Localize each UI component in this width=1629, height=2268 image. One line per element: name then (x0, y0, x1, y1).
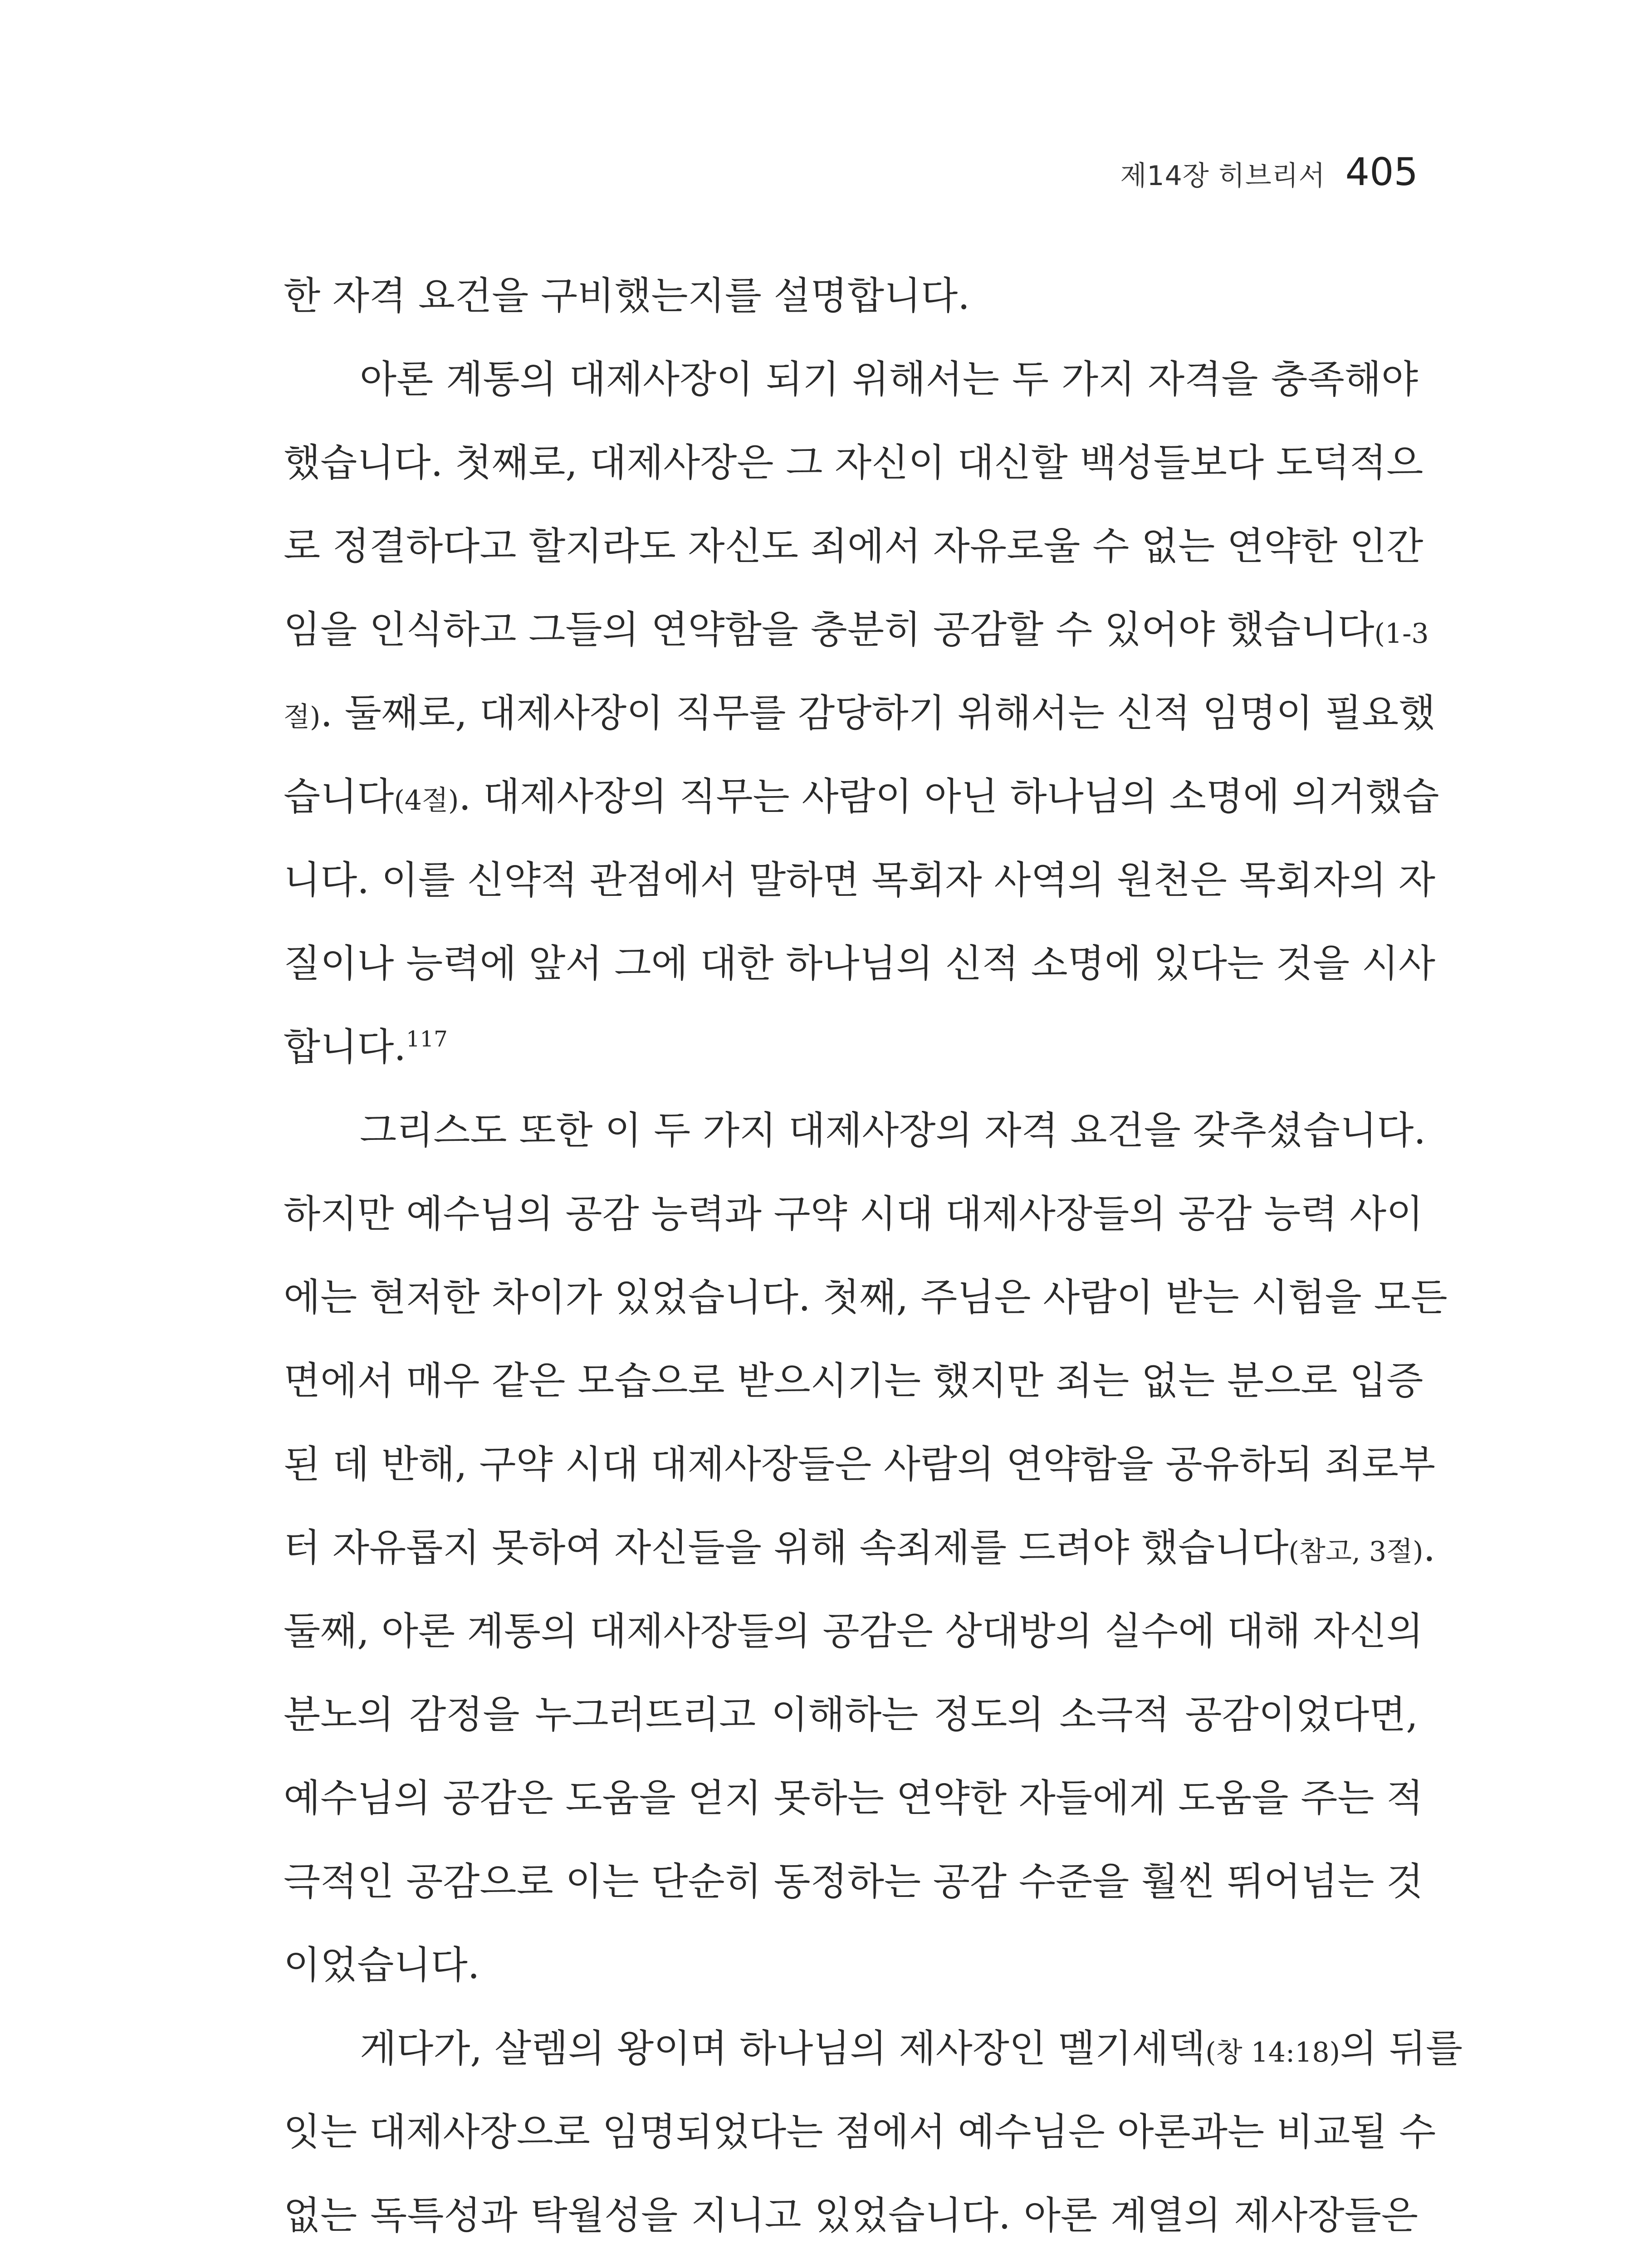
text-line: 한 자격 요건을 구비했는지를 설명합니다. (284, 274, 970, 318)
text-line: 터 자유롭지 못하여 자신들을 위해 속죄제를 드려야 했습니다(참고, 3절). (284, 1525, 1436, 1570)
running-head (1120, 150, 1418, 194)
text-line: 없는 독특성과 탁월성을 지니고 있었습니다. 아론 계열의 제사장들은 (284, 2193, 1418, 2238)
text-line: 절). 둘째로, 대제사장이 직무를 감당하기 위해서는 신적 임명이 필요했 (284, 691, 1436, 735)
text-line: 임을 인식하고 그들의 연약함을 충분히 공감할 수 있어야 했습니다(1-3 (284, 607, 1429, 652)
footnote-reference: 117 (406, 1026, 448, 1052)
chapter-title: 제14장 히브리서 (1120, 160, 1326, 192)
text-line: 잇는 대제사장으로 임명되었다는 점에서 예수님은 아론과는 비교될 수 (284, 2110, 1436, 2154)
text-line: 이었습니다. (284, 1943, 480, 1987)
verse-citation: (창 14:18) (1205, 2037, 1340, 2068)
text-line: 니다. 이를 신약적 관점에서 말하면 목회자 사역의 원천은 목회자의 자 (284, 858, 1436, 902)
page-number: 405 (1345, 150, 1418, 194)
text-line: 로 정결하다고 할지라도 자신도 죄에서 자유로울 수 없는 연약한 인간 (284, 524, 1424, 568)
text-line: 습니다(4절). 대제사장의 직무는 사람이 아닌 하나님의 소명에 의거했습 (284, 774, 1439, 819)
text-line: 된 데 반해, 구약 시대 대제사장들은 사람의 연약함을 공유하되 죄로부 (284, 1442, 1436, 1486)
text-line: 에는 현저한 차이가 있었습니다. 첫째, 주님은 사람이 받는 시험을 모든 (284, 1275, 1448, 1320)
text-line: 분노의 감정을 누그러뜨리고 이해하는 정도의 소극적 공감이었다면, (284, 1692, 1418, 1737)
text-line: 합니다.$^{117}$ (284, 1025, 448, 1069)
verse-citation: 절) (284, 701, 321, 733)
text-line: 했습니다. 첫째로, 대제사장은 그 자신이 대신할 백성들보다 도덕적으 (284, 440, 1424, 485)
body-text (284, 254, 1463, 2257)
text-line: 하지만 예수님의 공감 능력과 구약 시대 대제사장들의 공감 능력 사이 (284, 1192, 1424, 1236)
text-line: 질이나 능력에 앞서 그에 대한 하나님의 신적 소명에 있다는 것을 시사 (284, 941, 1436, 986)
text-line: 둘째, 아론 계통의 대제사장들의 공감은 상대방의 실수에 대해 자신의 (284, 1609, 1424, 1653)
paragraph-first-line: 아론 계통의 대제사장이 되기 위해서는 두 가지 자격을 충족해야 (360, 357, 1418, 401)
text-line: 극적인 공감으로 이는 단순히 동정하는 공감 수준을 훨씬 뛰어넘는 것 (284, 1859, 1424, 1904)
text-line: 예수님의 공감은 도움을 얻지 못하는 연약한 자들에게 도움을 주는 적 (284, 1776, 1424, 1820)
verse-citation: (1-3 (1374, 618, 1429, 650)
paragraph-first-line: 그리스도 또한 이 두 가지 대제사장의 자격 요건을 갖추셨습니다. (360, 1108, 1426, 1153)
text-line: 면에서 매우 같은 모습으로 받으시기는 했지만 죄는 없는 분으로 입증 (284, 1359, 1424, 1403)
verse-citation: (참고, 3절) (1288, 1536, 1424, 1568)
verse-citation: (4절) (394, 785, 459, 816)
paragraph-first-line: 게다가, 살렘의 왕이며 하나님의 제사장인 멜기세덱(창 14:18)의 뒤를 (360, 2026, 1463, 2071)
